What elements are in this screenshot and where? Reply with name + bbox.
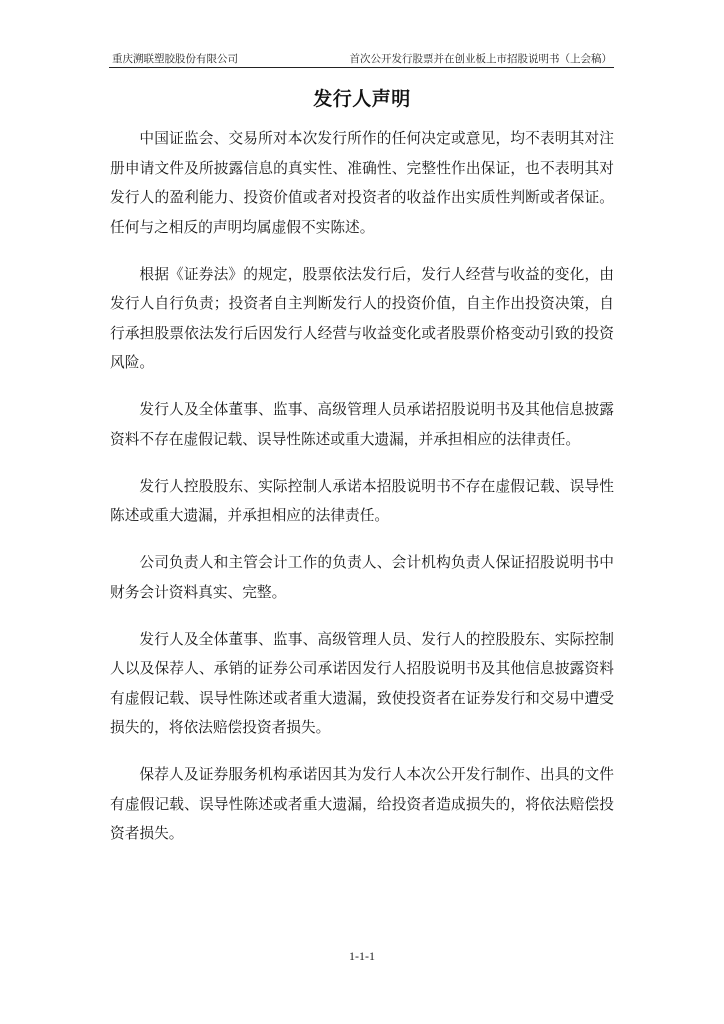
header-document-title: 首次公开发行股票并在创业板上市招股说明书（上会稿） [349, 53, 612, 65]
page-number: 1-1-1 [349, 949, 375, 963]
paragraph-1: 中国证监会、交易所对本次发行所作的任何决定或意见，均不表明其对注册申请文件及所披露信息的真实性、准确性、完整性作出保证，也不表明其对发行人的盈利能力、投资价值或者对投资者的收益作出实质性判断或者保证。任何与之相反的声明均属虚假不实陈述。 [110, 130, 614, 236]
page-header [112, 52, 612, 66]
paragraph-7: 保荐人及证券服务机构承诺因其为发行人本次公开发行制作、出具的文件有虚假记载、误导性陈述或者重大遗漏，给投资者造成损失的，将依法赔偿投资者损失。 [110, 766, 614, 842]
paragraph-3: 发行人及全体董事、监事、高级管理人员承诺招股说明书及其他信息披露资料不存在虚假记载、误导性陈述或重大遗漏，并承担相应的法律责任。 [110, 401, 614, 448]
page-title: 发行人声明 [313, 88, 411, 110]
header-company-name: 重庆溯联塑胶股份有限公司 [112, 53, 238, 65]
statement-body [110, 124, 614, 866]
header-divider [109, 67, 614, 68]
paragraph-5: 公司负责人和主管会计工作的负责人、会计机构负责人保证招股说明书中财务会计资料真实、完整。 [110, 554, 614, 601]
paragraph-6: 发行人及全体董事、监事、高级管理人员、发行人的控股股东、实际控制人以及保荐人、承销的证券公司承诺因发行人招股说明书及其他信息披露资料有虚假记载、误导性陈述或者重大遗漏，致使投资者在证券发行和交易中遭受损失的，将依法赔偿投资者损失。 [110, 630, 614, 736]
paragraph-2: 根据《证券法》的规定，股票依法发行后，发行人经营与收益的变化，由发行人自行负责；投资者自主判断发行人的投资价值，自主作出投资决策，自行承担股票依法发行后因发行人经营与收益变化或者股票价格变动引致的投资风险。 [110, 265, 614, 371]
paragraph-4: 发行人控股股东、实际控制人承诺本招股说明书不存在虚假记载、误导性陈述或重大遗漏，并承担相应的法律责任。 [110, 477, 614, 524]
